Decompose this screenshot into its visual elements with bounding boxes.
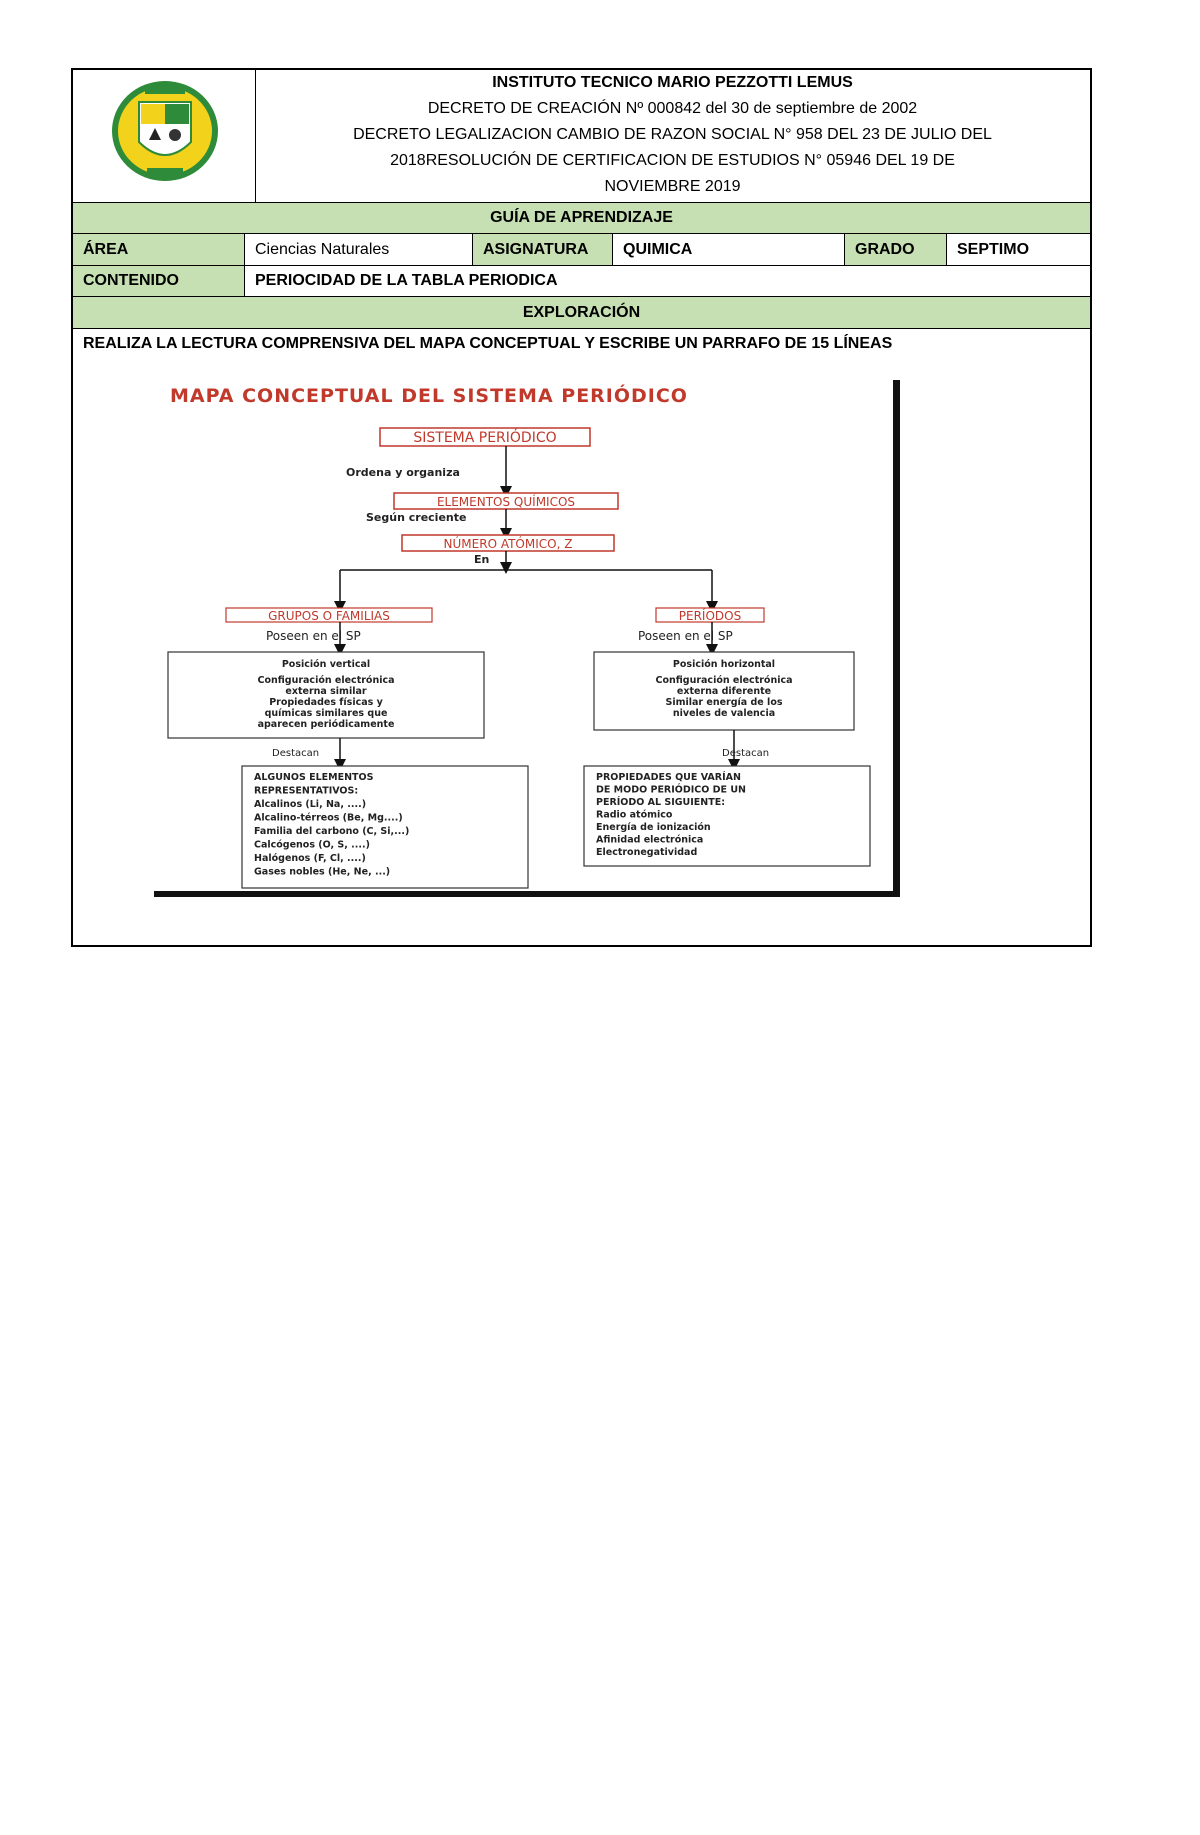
left-examples-line: Gases nobles (He, Ne, ...) xyxy=(254,866,391,878)
legalization-decree: DECRETO LEGALIZACION CAMBIO DE RAZON SOCIAL N° 958 DEL 23 DE JULIO DEL xyxy=(353,126,992,143)
left-props-line: aparecen periódicamente xyxy=(257,719,395,730)
school-crest-icon xyxy=(73,70,255,203)
creation-decree: DECRETO DE CREACIÓN Nº 000842 del 30 de septiembre de 2002 xyxy=(427,100,918,117)
right-examples-line: Energía de ionización xyxy=(596,822,711,833)
right-props-line: niveles de valencia xyxy=(672,708,776,719)
learning-guide-sheet xyxy=(71,68,1092,947)
concept-map-diagram xyxy=(154,380,894,892)
guide-title: GUÍA DE APRENDIZAJE xyxy=(73,203,1090,234)
link2-label: Según creciente xyxy=(366,511,467,524)
right-examples-line: Electronegatividad xyxy=(596,847,698,858)
right-examples-line: DE MODO PERIÓDICO DE UN xyxy=(596,784,746,796)
left-props-line: Propiedades físicas y xyxy=(269,697,383,708)
left-destacan-label: Destacan xyxy=(272,748,320,759)
left-examples-line: Familia del carbono (C, Si,...) xyxy=(254,826,410,837)
right-examples-line: PROPIEDADES QUE VARÍAN xyxy=(596,772,741,783)
area-label: ÁREA xyxy=(73,234,245,265)
certification-resolution: 2018RESOLUCIÓN DE CERTIFICACION DE ESTUDIOS N° 05946 DEL 19 DE xyxy=(390,152,955,169)
left-props-line: Configuración electrónica xyxy=(257,675,395,686)
section-title: EXPLORACIÓN xyxy=(73,297,1090,329)
content-row xyxy=(73,266,1090,297)
right-destacan-label: Destacan xyxy=(722,748,770,759)
left-link-label: Poseen en el SP xyxy=(266,629,361,643)
right-props-line: Similar energía de los xyxy=(665,697,783,708)
grade-label: GRADO xyxy=(845,234,947,265)
subject-label: ASIGNATURA xyxy=(473,234,613,265)
left-props-line: externa similar xyxy=(285,686,367,697)
subject-value: QUIMICA xyxy=(613,234,845,265)
left-examples-line: Alcalino-térreos (Be, Mg....) xyxy=(254,812,403,824)
right-branch: PERÍODOS xyxy=(678,609,742,623)
left-examples-line: Alcalinos (Li, Na, ....) xyxy=(254,799,367,810)
left-props-line: químicas similares que xyxy=(264,708,388,719)
right-props-line: Posición horizontal xyxy=(672,659,776,670)
document-header xyxy=(73,70,1090,203)
concept-map xyxy=(154,380,900,897)
right-examples-line: PERÍODO AL SIGUIENTE: xyxy=(596,797,725,808)
right-props-line: Configuración electrónica xyxy=(655,675,793,686)
right-examples-line: Radio atómico xyxy=(596,809,673,821)
link1-label: Ordena y organiza xyxy=(346,466,460,479)
left-examples-line: Halógenos (F, Cl, ....) xyxy=(254,853,366,864)
left-props-line: Posición vertical xyxy=(281,659,371,670)
concept-map-title: MAPA CONCEPTUAL DEL SISTEMA PERIÓDICO xyxy=(170,385,688,407)
right-link-label: Poseen en el SP xyxy=(638,629,733,643)
instruction-text: REALIZA LA LECTURA COMPRENSIVA DEL MAPA CONCEPTUAL Y ESCRIBE UN PARRAFO DE 15 LÍNEAS xyxy=(83,335,893,352)
institution-name: INSTITUTO TECNICO MARIO PEZZOTTI LEMUS xyxy=(492,74,853,91)
content-label: CONTENIDO xyxy=(73,266,245,296)
root-node: SISTEMA PERIÓDICO xyxy=(413,430,557,446)
grade-value: SEPTIMO xyxy=(957,240,1030,258)
info-row xyxy=(73,234,1090,266)
left-examples-line: REPRESENTATIVOS: xyxy=(254,785,359,797)
area-value: Ciencias Naturales xyxy=(245,234,473,265)
left-examples-line: ALGUNOS ELEMENTOS xyxy=(254,772,374,783)
resolution-date: NOVIEMBRE 2019 xyxy=(604,178,741,195)
left-examples-line: Calcógenos (O, S, ....) xyxy=(254,839,370,851)
node2: ELEMENTOS QUÍMICOS xyxy=(436,495,576,509)
logo-cell xyxy=(73,70,256,202)
header-text xyxy=(255,70,1090,202)
content-value: PERIOCIDAD DE LA TABLA PERIODICA xyxy=(255,272,558,289)
link3-label: En xyxy=(474,553,490,566)
node3: NÚMERO ATÓMICO, Z xyxy=(443,537,573,551)
right-examples-line: Afinidad electrónica xyxy=(596,834,704,846)
left-branch: GRUPOS O FAMILIAS xyxy=(268,609,390,623)
right-props-line: externa diferente xyxy=(676,686,772,697)
